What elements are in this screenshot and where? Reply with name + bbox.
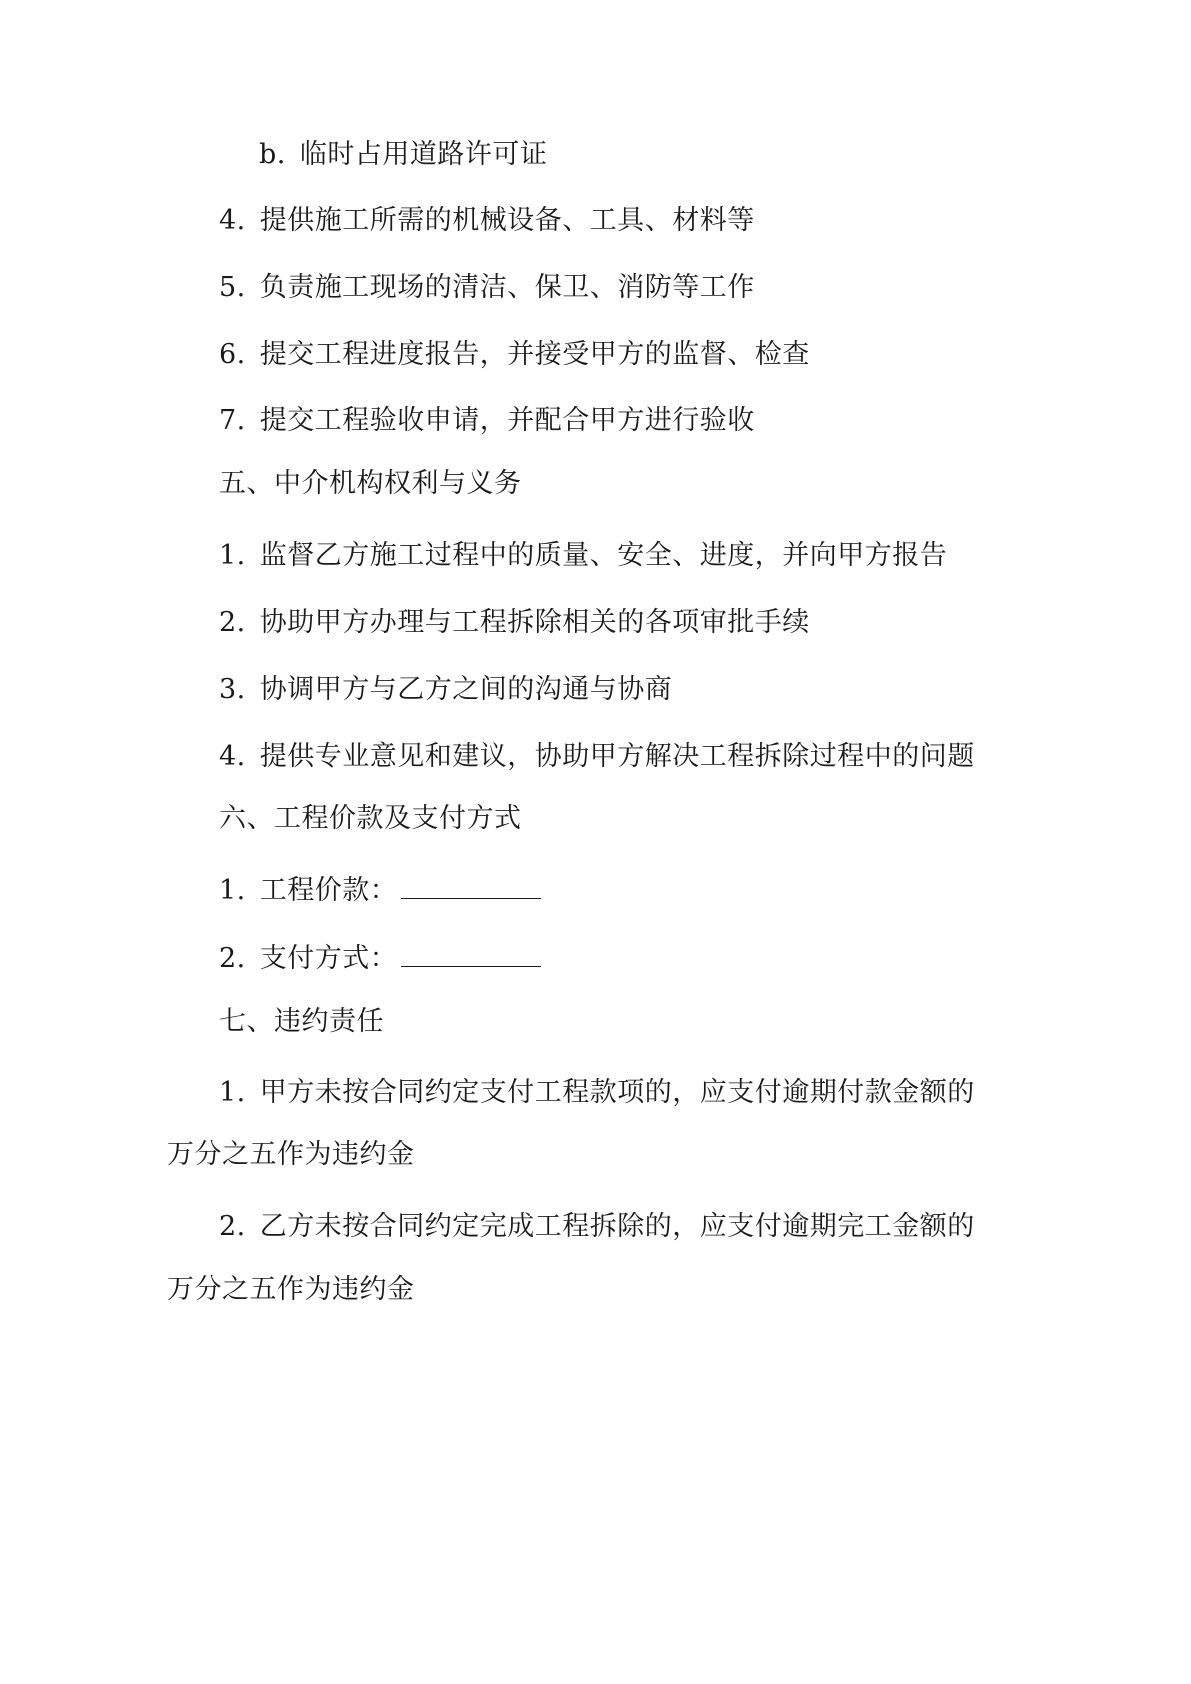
list-item-5 [219, 270, 755, 306]
list-item-2 [219, 605, 810, 641]
item-text: 提交工程验收申请，并配合甲方进行验收 [259, 405, 755, 436]
item-number: 3. [219, 674, 246, 705]
item-text: 协调甲方与乙方之间的沟通与协商 [259, 674, 673, 705]
payment-field-line [219, 941, 541, 977]
penalty-item-2 [219, 1209, 975, 1245]
item-text: 万分之五作为违约金 [167, 1274, 415, 1305]
penalty-item-1 [219, 1075, 975, 1111]
section-heading-6 [219, 801, 522, 837]
item-number: 6. [219, 339, 246, 370]
price-field-line [219, 873, 541, 909]
item-number: 2. [219, 607, 246, 638]
item-number: 5. [219, 272, 246, 303]
item-text: 甲方未按合同约定支付工程款项的，应支付逾期付款金额的 [259, 1077, 975, 1108]
heading-text: 六、工程价款及支付方式 [219, 803, 522, 834]
item-number: 1. [219, 1077, 246, 1108]
list-item-4b [219, 739, 975, 775]
item-number: 4. [219, 741, 246, 772]
section-heading-7 [219, 1004, 384, 1040]
item-text: 负责施工现场的清洁、保卫、消防等工作 [259, 272, 755, 303]
item-number: 2. [219, 943, 246, 974]
item-text: 协助甲方办理与工程拆除相关的各项审批手续 [259, 607, 810, 638]
item-text: 提供施工所需的机械设备、工具、材料等 [259, 205, 755, 236]
list-item-b [259, 137, 547, 173]
item-text: 乙方未按合同约定完成工程拆除的，应支付逾期完工金额的 [259, 1211, 975, 1242]
item-text: 支付方式： [259, 943, 398, 974]
payment-blank[interactable] [401, 944, 541, 967]
list-item-7 [219, 403, 755, 439]
item-number: 4. [219, 205, 246, 236]
item-text: 万分之五作为违约金 [167, 1139, 415, 1170]
item-text: 监督乙方施工过程中的质量、安全、进度，并向甲方报告 [259, 540, 948, 571]
list-item-4 [219, 203, 755, 239]
item-number: 1. [219, 875, 246, 906]
item-text: 提供专业意见和建议，协助甲方解决工程拆除过程中的问题 [259, 741, 975, 772]
list-item-6 [219, 337, 810, 373]
item-text: 提交工程进度报告，并接受甲方的监督、检查 [259, 339, 810, 370]
list-item-3 [219, 672, 672, 708]
item-text: 工程价款： [259, 875, 398, 906]
item-number: 7. [219, 405, 246, 436]
list-item-1 [219, 538, 947, 574]
item-text: 临时占用道路许可证 [299, 139, 548, 170]
item-number: 2. [219, 1211, 246, 1242]
heading-text: 五、中介机构权利与义务 [219, 468, 522, 499]
item-number: 1. [219, 540, 246, 571]
penalty-item-1-cont [167, 1137, 415, 1173]
item-number: b. [259, 139, 286, 170]
section-heading-5 [219, 466, 522, 502]
heading-text: 七、违约责任 [219, 1006, 384, 1037]
penalty-item-2-cont [167, 1272, 415, 1308]
price-blank[interactable] [401, 876, 541, 899]
